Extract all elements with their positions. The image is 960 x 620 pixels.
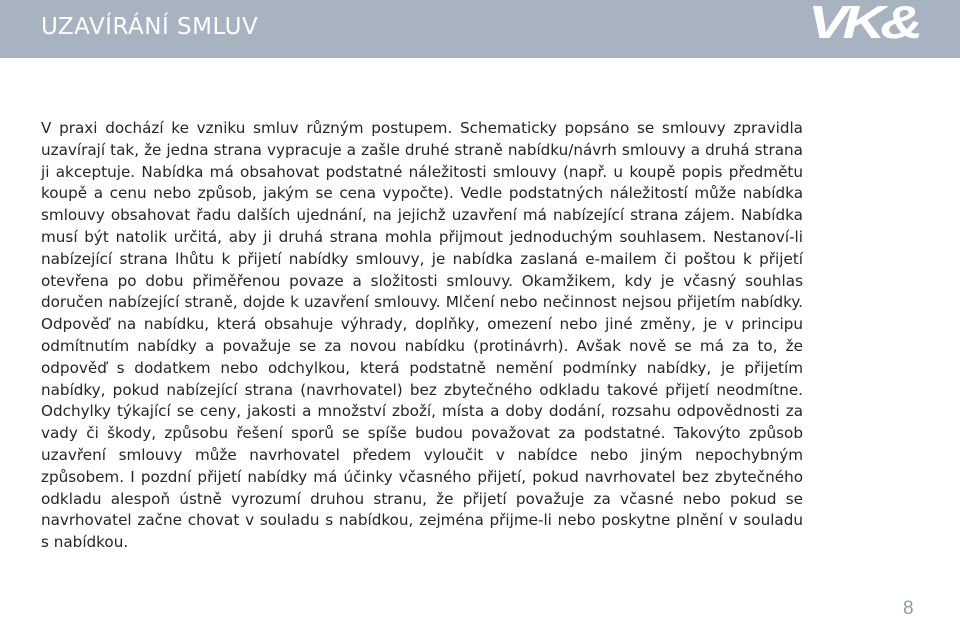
body-paragraph: V praxi dochází ke vzniku smluv různým postupem. Schematicky popsáno se smlouvy zpravidla uzavírají tak, že jedna strana vypracuje a zašle druhé straně nabídku/návrh smlouvy a druhá strana ji akceptuje. Nabídka má obsahovat podstatné náležitosti smlouvy (např. u koupě popis předmětu koupě a cenu nebo způsob, jakým se cena vypočte). Vedle podstatných náležitostí může nabídka smlouvy obsahovat řadu dalších ujednání, na jejichž uzavření má nabízející strana zájem. Nabídka musí být natolik určitá, aby ji druhá strana mohla přijmout jednoduchým souhlasem. Nestanoví-li nabízející strana lhůtu k přijetí nabídky smlouvy, je nabídka zaslaná e-mailem či poštou k přijetí otevřena po dobu přiměřenou povaze a složitosti smlouvy. Okamžikem, kdy je včasný souhlas doručen nabízející straně, dojde k uzavření smlouvy. Mlčení nebo nečinnost nejsou přijetím nabídky. Odpověď na nabídku, která obsahuje výhrady, doplňky, omezení nebo jiné změny, je v principu odmítnutím nabídky a považuje se za novou nabídku (protinávrh). Avšak nově se má za to, že odpověď s dodatkem nebo odchylkou, která podstatně nemění podmínky nabídky, je přijetím nabídky, pokud nabízející strana (navrhovatel) bez zbytečného odkladu takové přijetí neodmítne. Odchylky týkající se ceny, jakosti a množství zboží, místa a doby dodání, rozsahu odpovědnosti za vady či škody, způsobu řešení sporů se spíše budou považovat za podstatné. Takovýto způsob uzavření smlouvy může navrhovatel předem vyloučit v nabídce nebo jiným nepochybným způsobem. I pozdní přijetí nabídky má účinky včasného přijetí, pokud navrhovatel bez zbytečného odkladu alespoň ústně vyrozumí druhou stranu, že přijetí považuje za včasné nebo pokud se navrhovatel začne chovat v souladu s nabídkou, zejména přijme-li nebo poskytne plnění v souladu s nabídkou. [41, 119, 803, 552]
slide-title: UZAVÍRÁNÍ SMLUV [41, 14, 259, 40]
brand-logo [808, 0, 920, 44]
header-bar [0, 0, 960, 58]
svg-text:VK&: VK& [808, 0, 920, 44]
page-number: 8 [903, 598, 914, 619]
